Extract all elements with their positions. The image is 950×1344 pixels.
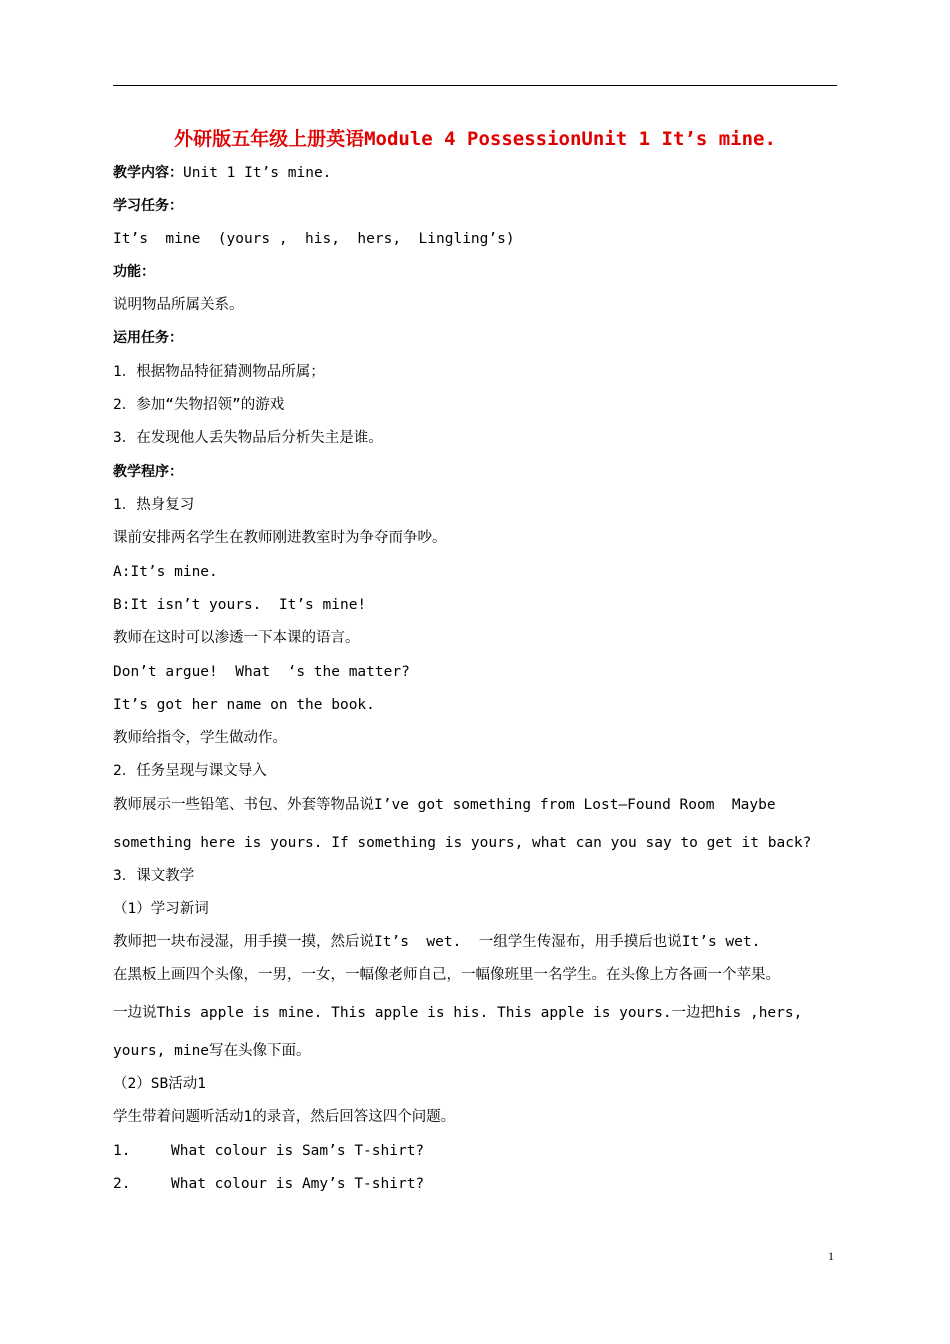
- body-line: [113, 965, 780, 985]
- line-text: 课前安排两名学生在教师刚进教室时为争夺而争吵。: [113, 530, 447, 546]
- body-line: [113, 833, 811, 853]
- line-text: something here is yours. If something is yours, what can you say to get it back?: [113, 835, 812, 851]
- section-label: 学习任务：: [113, 198, 183, 214]
- body-line: [113, 562, 218, 582]
- line-text: 在黑板上画四个头像，一男，一女，一幅像老师自己，一幅像班里一名学生。在头像上方各画一个苹果。: [113, 967, 780, 983]
- line-text: B:It isn’t yours. It’s mine!: [113, 597, 367, 613]
- line-text: 一边说This apple is mine. This apple is his. This apple is yours.一边把his ,hers,: [113, 1005, 803, 1021]
- line-text: 2．任务呈现与课文导入: [113, 763, 267, 779]
- body-line: [113, 695, 375, 715]
- body-line: [113, 229, 515, 249]
- header-rule: [113, 85, 837, 86]
- section-label: 教学程序：: [113, 464, 183, 480]
- line-text: 1．热身复习: [113, 497, 195, 513]
- body-line: [113, 1074, 206, 1094]
- question-text: What colour is Sam’s T-shirt?: [171, 1143, 425, 1159]
- line-text: 3．课文教学: [113, 868, 195, 884]
- body-line: [113, 362, 325, 382]
- body-line: [113, 1107, 455, 1127]
- body-line: [113, 795, 776, 815]
- body-line: [113, 595, 366, 615]
- body-line: [113, 1003, 802, 1023]
- body-line: [113, 428, 383, 448]
- body-line: [113, 866, 194, 886]
- body-line: [113, 495, 194, 515]
- page-number: 1: [828, 1249, 834, 1263]
- body-line: [113, 196, 183, 216]
- question-item: [113, 1141, 424, 1161]
- question-number: 1.: [113, 1143, 131, 1159]
- line-text: （1）学习新词: [113, 901, 209, 917]
- line-text: 说明物品所属关系。: [113, 297, 244, 313]
- body-line: [113, 628, 360, 648]
- document-title: 外研版五年级上册英语Module 4 PossessionUnit 1 It’s mine.: [174, 128, 776, 150]
- line-text: Don’t argue! What ‘s the matter?: [113, 664, 410, 680]
- question-item: [113, 1174, 424, 1194]
- question-number: 2.: [113, 1176, 131, 1192]
- line-text: It’s got her name on the book.: [113, 697, 375, 713]
- line-text: 3．在发现他人丢失物品后分析失主是谁。: [113, 430, 383, 446]
- body-line: [113, 662, 410, 682]
- section-label: 运用任务：: [113, 330, 183, 346]
- body-line: [113, 328, 183, 348]
- body-line: [113, 1041, 311, 1061]
- line-text: 教师展示一些铅笔、书包、外套等物品说I’ve got something from Lost—Found Room Maybe: [113, 797, 776, 813]
- line-text: 学生带着问题听活动1的录音，然后回答这四个问题。: [113, 1109, 456, 1125]
- line-text: 教师给指令，学生做动作。: [113, 730, 287, 746]
- line-text: Unit 1 It’s mine.: [183, 165, 332, 181]
- line-text: （2）SB活动1: [113, 1076, 206, 1092]
- line-text: 1．根据物品特征猜测物品所属；: [113, 364, 325, 380]
- line-text: A:It’s mine.: [113, 564, 218, 580]
- body-line: [113, 462, 183, 482]
- line-text: 教师把一块布浸湿，用手摸一摸，然后说It’s wet. 一组学生传湿布，用手摸后也说It’s wet.: [113, 934, 761, 950]
- body-line: [113, 899, 209, 919]
- body-line: [113, 395, 284, 415]
- body-line: [113, 728, 287, 748]
- line-text: 教师在这时可以渗透一下本课的语言。: [113, 630, 360, 646]
- section-label: 功能：: [113, 264, 155, 280]
- body-line: [113, 163, 331, 183]
- body-line: [113, 295, 244, 315]
- line-text: yours, mine写在头像下面。: [113, 1043, 311, 1059]
- question-text: What colour is Amy’s T-shirt?: [171, 1176, 425, 1192]
- body-line: [113, 932, 760, 952]
- body-line: [113, 262, 155, 282]
- body-line: [113, 528, 447, 548]
- line-text: It’s mine (yours , his, hers, Lingling’s): [113, 231, 515, 247]
- section-label: 教学内容：: [113, 165, 183, 181]
- line-text: 2．参加“失物招领”的游戏: [113, 397, 285, 413]
- body-line: [113, 761, 267, 781]
